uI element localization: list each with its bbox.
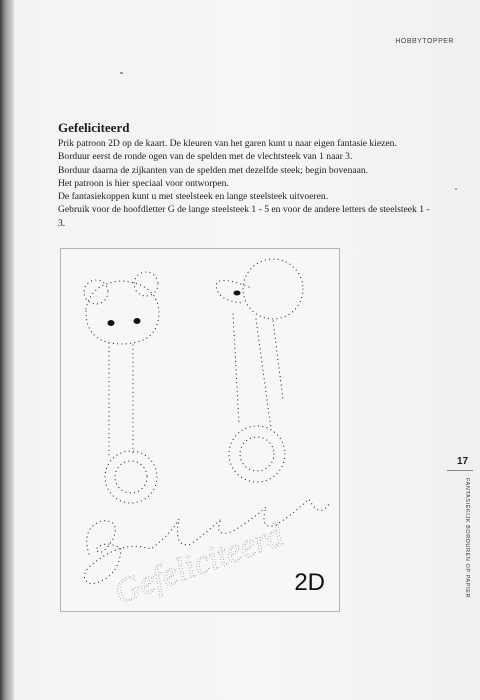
duck-pin-loop-inner [240, 437, 274, 471]
page-number: 17 [457, 456, 469, 467]
paragraph: Borduur eerst de ronde ogen van de spelden met de vlechtsteek van 1 naar 3. [58, 151, 353, 163]
vertical-footer-text: FANTASIEKIJK BORDUREN OP PAPIER [464, 478, 470, 599]
dotted-pattern-illustration [61, 249, 339, 611]
bear-pin-loop-outer [105, 451, 157, 503]
embroidery-pattern-card [60, 248, 340, 612]
page-number-rule [447, 470, 473, 471]
paragraph: Het patroon is hier speciaal voor ontworpen. [58, 177, 229, 189]
duck-pin-loop-outer [229, 426, 285, 482]
paragraph: De fantasiekoppen kunt u met steelsteek en lange steelsteek uitvoeren. [58, 191, 329, 203]
article-title: Gefeliciteerd [58, 120, 130, 135]
vertical-footer [461, 478, 471, 638]
paper-speck [455, 188, 457, 190]
duck-eye [234, 291, 241, 296]
script-word-dotted: Gefeliciteerd [109, 516, 289, 611]
bear-head [86, 281, 159, 344]
duck-head [243, 259, 303, 319]
book-spine-shadow [0, 0, 14, 700]
duck-pin-shank [233, 314, 283, 429]
pattern-code: 2D [294, 569, 325, 596]
paragraph: Prik patroon 2D op de kaart. De kleuren van het garen kunt u naar eigen fantasie kiezen. [58, 138, 397, 149]
header-label: HOBBYTOPPER [395, 38, 454, 45]
duck-beak [216, 280, 249, 303]
paper-speck [120, 72, 123, 74]
bear-eye-left [108, 320, 115, 326]
bear-ear-right [134, 272, 158, 296]
bear-pin-loop-inner [115, 461, 147, 493]
bear-ear-left [84, 280, 108, 304]
paragraph: Gebruik voor de hoofdletter G de lange steelsteek 1 - 5 en voor de andere letters de steelsteek 1 - 3. [58, 204, 430, 229]
paragraph: Borduur daarna de zijkanten van de spelden met dezelfde steek; begin bovenaan. [58, 164, 369, 176]
bear-eye-right [134, 318, 141, 324]
bear-pin-shank [109, 343, 133, 459]
article-body [58, 137, 430, 230]
